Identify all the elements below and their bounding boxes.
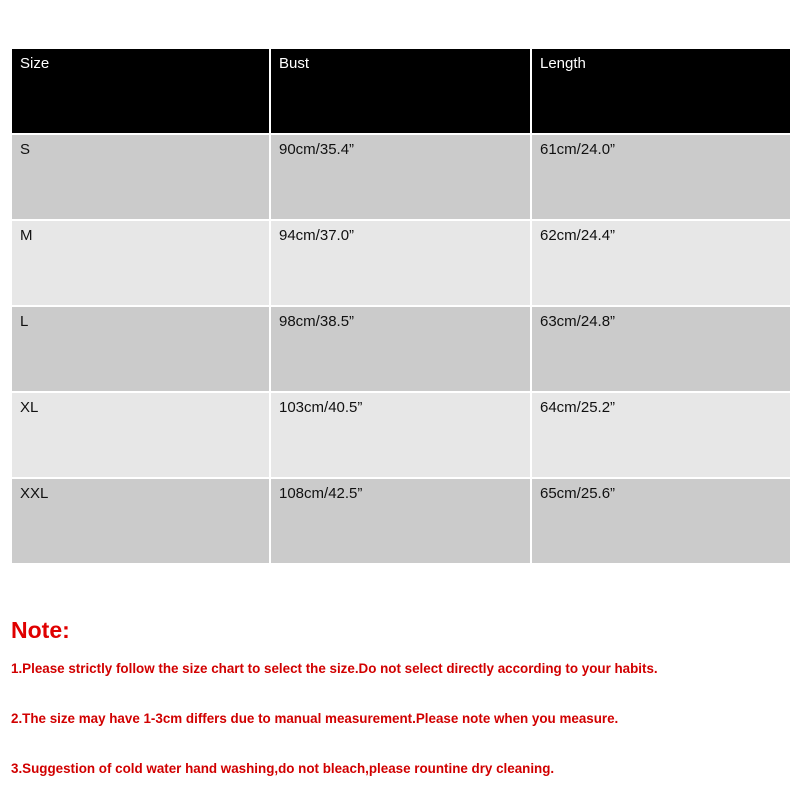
- cell-length: 63cm/24.8”: [531, 306, 791, 392]
- table-row: [11, 392, 791, 478]
- header-length: Length: [531, 48, 791, 134]
- table-body: [11, 134, 791, 564]
- cell-size: XXL: [11, 478, 270, 564]
- cell-length: 65cm/25.6”: [531, 478, 791, 564]
- cell-length: 61cm/24.0”: [531, 134, 791, 220]
- cell-bust: 103cm/40.5”: [270, 392, 531, 478]
- cell-size: L: [11, 306, 270, 392]
- note-item-2: 2.The size may have 1-3cm differs due to manual measurement.Please note when you measure.: [11, 711, 619, 726]
- cell-bust: 90cm/35.4”: [270, 134, 531, 220]
- table-row: [11, 134, 791, 220]
- cell-length: 64cm/25.2”: [531, 392, 791, 478]
- note-item-3: 3.Suggestion of cold water hand washing,do not bleach,please rountine dry cleaning.: [11, 761, 555, 776]
- header-row: [11, 48, 791, 134]
- table-row: [11, 220, 791, 306]
- note-title: Note:: [11, 617, 70, 643]
- header-size: Size: [11, 48, 270, 134]
- table-header: [11, 48, 791, 134]
- table-row: [11, 478, 791, 564]
- cell-bust: 94cm/37.0”: [270, 220, 531, 306]
- cell-size: M: [11, 220, 270, 306]
- cell-size: XL: [11, 392, 270, 478]
- cell-bust: 108cm/42.5”: [270, 478, 531, 564]
- cell-bust: 98cm/38.5”: [270, 306, 531, 392]
- cell-size: S: [11, 134, 270, 220]
- table-row: [11, 306, 791, 392]
- notes-section: [11, 616, 796, 810]
- size-chart-table: [10, 47, 792, 565]
- cell-length: 62cm/24.4”: [531, 220, 791, 306]
- header-bust: Bust: [270, 48, 531, 134]
- note-item-1: 1.Please strictly follow the size chart to select the size.Do not select directly according to your habits.: [11, 661, 658, 676]
